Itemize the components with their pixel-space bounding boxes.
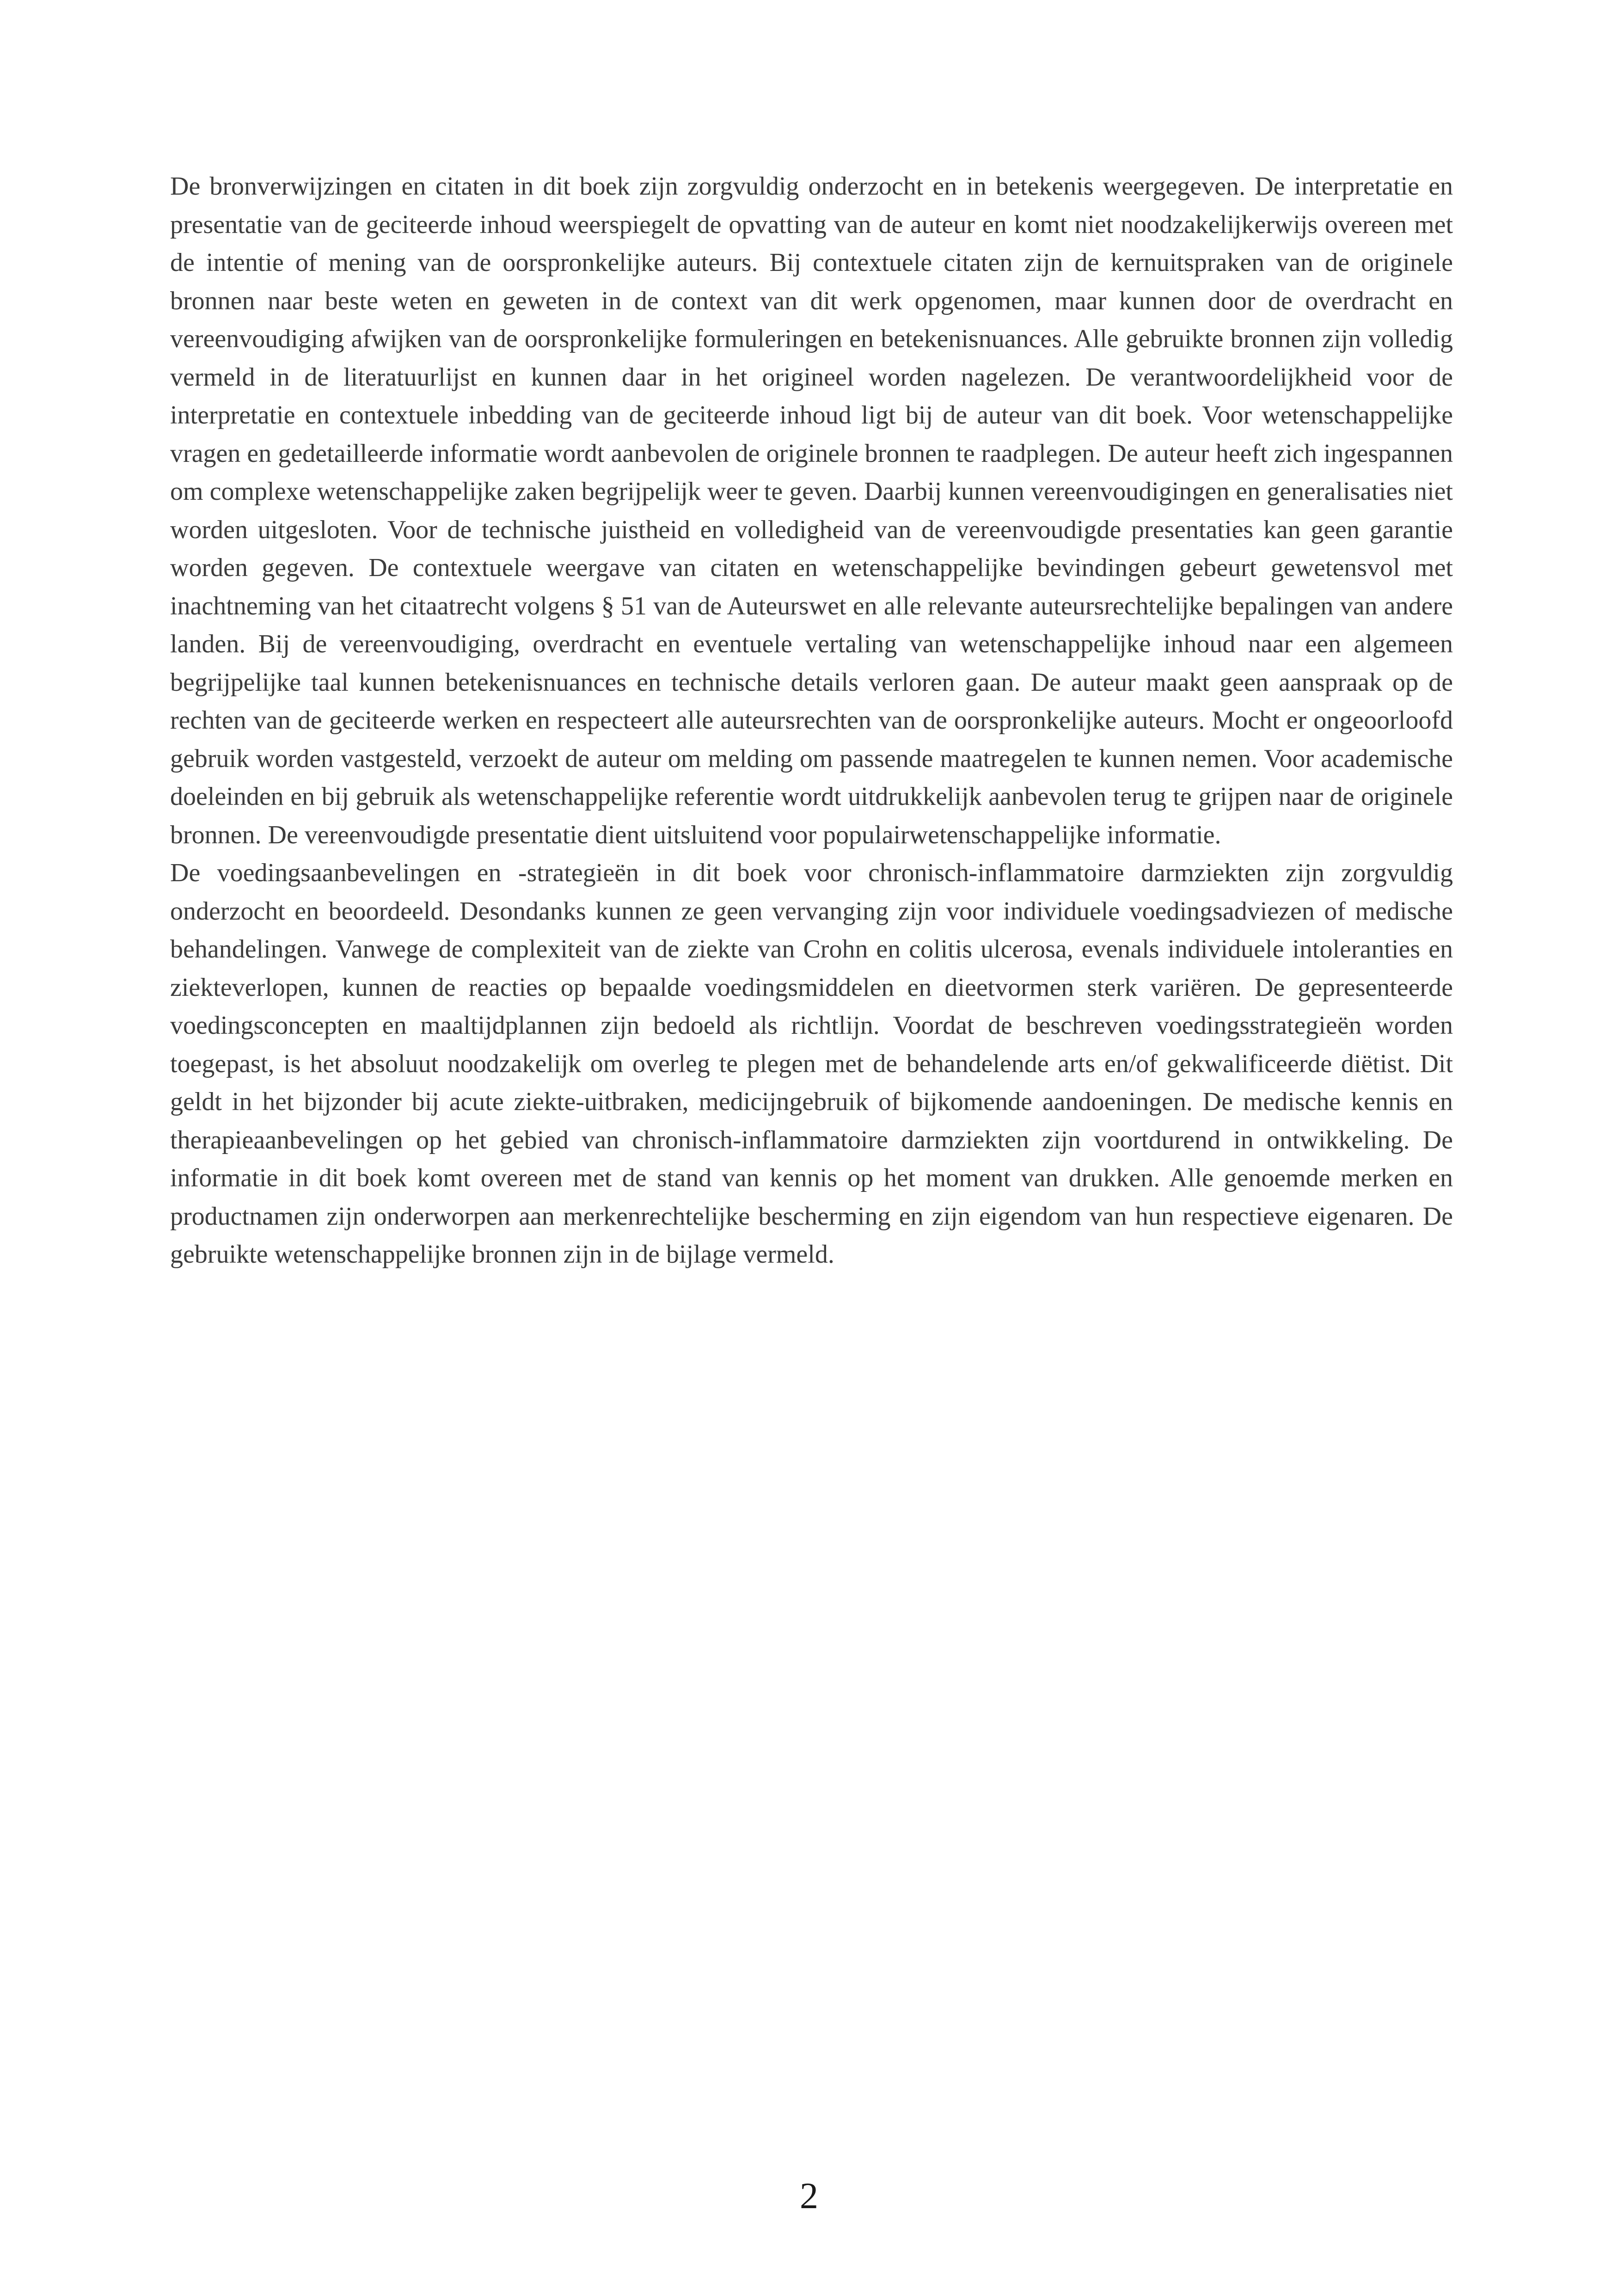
disclaimer-paragraph-nutrition: De voedingsaanbevelingen en -strategieën in dit boek voor chronisch-inflammatoire darmziekten zijn zorgvuldig onderzocht en beoordeeld. Desondanks kunnen ze geen vervanging zijn voor individuele voedingsadviezen of medische behandelingen. Vanwege de complexiteit van de ziekte van Crohn en colitis ulcerosa, evenals individuele intoleranties en ziekteverlopen, kunnen de reacties op bepaalde voedingsmiddelen en dieetvormen sterk variëren. De gepresenteerde voedingsconcepten en maaltijdplannen zijn bedoeld als richtlijn. Voordat de beschreven voedingsstrategieën worden toegepast, is het absoluut noodzakelijk om overleg te plegen met de behandelende arts en/of gekwalificeerde diëtist. Dit geldt in het bijzonder bij acute ziekte-uitbraken, medicijngebruik of bijkomende aandoeningen. De medische kennis en therapieaanbevelingen op het gebied van chronisch-inflammatoire darmziekten zijn voortdurend in ontwikkeling. De informatie in dit boek komt overeen met de stand van kennis op het moment van drukken. Alle genoemde merken en productnamen zijn onderworpen aan merkenrechtelijke bescherming en zijn eigendom van hun respectieve eigenaren. De gebruikte wetenschappelijke bronnen zijn in de bijlage vermeld.: [170, 859, 1453, 1269]
page-number: 2: [800, 2176, 818, 2216]
disclaimer-paragraph-citations: De bronverwijzingen en citaten in dit boek zijn zorgvuldig onderzocht en in betekenis weergegeven. De interpretatie en presentatie van de geciteerde inhoud weerspiegelt de opvatting van de auteur en komt niet noodzakelijkerwijs overeen met de intentie of mening van de oorspronkelijke auteurs. Bij contextuele citaten zijn de kernuitspraken van de originele bronnen naar beste weten en geweten in de context van dit werk opgenomen, maar kunnen door de overdracht en vereenvoudiging afwijken van de oorspronkelijke formuleringen en betekenisnuances. Alle gebruikte bronnen zijn volledig vermeld in de literatuurlijst en kunnen daar in het origineel worden nagelezen. De verantwoordelijkheid voor de interpretatie en contextuele inbedding van de geciteerde inhoud ligt bij de auteur van dit boek. Voor wetenschappelijke vragen en gedetailleerde informatie wordt aanbevolen de originele bronnen te raadplegen. De auteur heeft zich ingespannen om complexe wetenschappelijke zaken begrijpelijk weer te geven. Daarbij kunnen vereenvoudigingen en generalisaties niet worden uitgesloten. Voor de technische juistheid en volledigheid van de vereenvoudigde presentaties kan geen garantie worden gegeven. De contextuele weergave van citaten en wetenschappelijke bevindingen gebeurt gewetensvol met inachtneming van het citaatrecht volgens § 51 van de Auteurswet en alle relevante auteursrechtelijke bepalingen van andere landen. Bij de vereenvoudiging, overdracht en eventuele vertaling van wetenschappelijke inhoud naar een algemeen begrijpelijke taal kunnen betekenisnuances en technische details verloren gaan. De auteur maakt geen aanspraak op de rechten van de geciteerde werken en respecteert alle auteursrechten van de oorspronkelijke auteurs. Mocht er ongeoorloofd gebruik worden vastgesteld, verzoekt de auteur om melding om passende maatregelen te kunnen nemen. Voor academische doeleinden en bij gebruik als wetenschappelijke referentie wordt uitdrukkelijk aanbevolen terug te grijpen naar de originele bronnen. De vereenvoudigde presentatie dient uitsluitend voor populairwetenschappelijke informatie.: [170, 172, 1453, 849]
body-text: [170, 167, 1453, 1274]
